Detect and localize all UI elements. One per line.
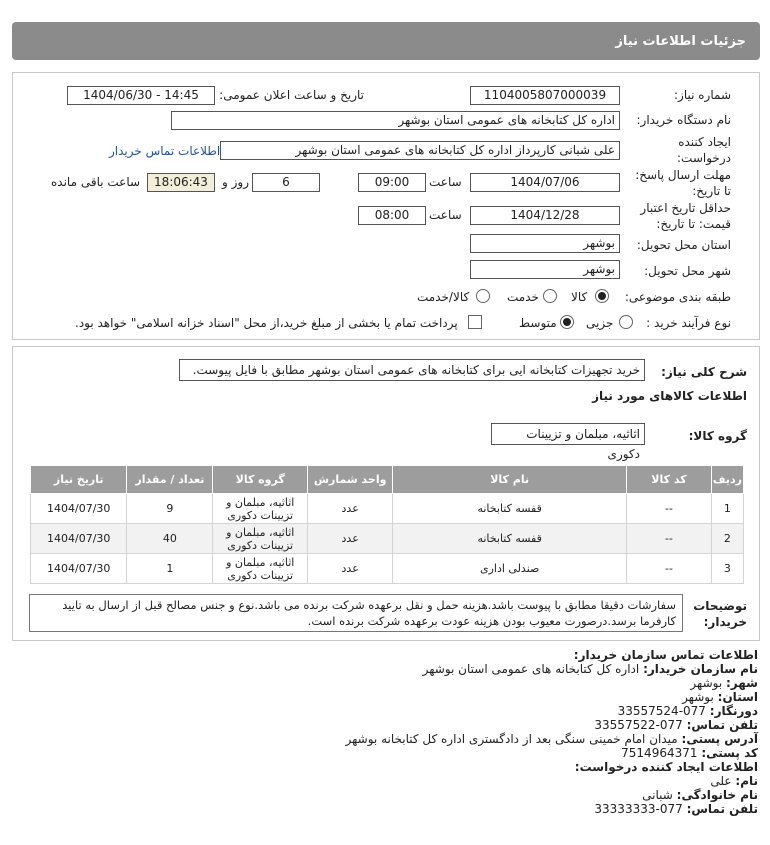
goods-group-label: گروه کالا: — [688, 429, 747, 443]
days-remaining-field: 6 — [252, 173, 320, 192]
validity-label-2: قیمت: تا تاریخ: — [656, 217, 731, 231]
summary-field: خرید تجهیزات کتابخانه ایی برای کتابخانه های عمومی استان بوشهر مطابق با فایل پیوست. — [179, 359, 645, 381]
cell-qty: 1 — [127, 554, 213, 584]
need-number-label: شماره نیاز: — [674, 88, 731, 102]
buyer-notes: سفارشات دقیقا مطابق با پیوست باشد.هزینه حمل و نقل برعهده شرکت برنده می باشد.نوع و جنس مصالح قبل از ارسال به تایید کارفرما برسد.درصورت معیوب بودن هزینه عودت برعهده شرکت برنده است. — [29, 594, 683, 632]
table-header-row — [31, 466, 744, 494]
contact-postal: 7514964371 — [621, 746, 698, 760]
payment-note: پرداخت تمام یا بخشی از مبلغ خرید،از محل "اسناد خزانه اسلامی" خواهد بود. — [75, 316, 458, 330]
deadline-label-2: تا تاریخ: — [692, 184, 731, 198]
creator-phone: 077-33333333 — [594, 802, 683, 816]
cell-name: قفسه کتابخانه — [393, 524, 627, 554]
col-code: کد کالا — [627, 466, 712, 494]
notes-label-2: خریدار: — [703, 615, 747, 629]
creator-field: علی شبانی کارپرداز اداره کل کتابخانه های عمومی استان بوشهر — [220, 141, 620, 160]
creator-last-name-label: نام خانوادگی: — [676, 788, 758, 802]
validity-hour-label: ساعت — [429, 208, 462, 222]
contact-title: اطلاعات تماس سازمان خریدار: — [573, 648, 758, 662]
category-option-service: خدمت — [507, 290, 539, 304]
city-label: شهر محل تحویل: — [644, 264, 731, 278]
category-radio-service[interactable] — [543, 289, 557, 303]
cell-group: اثاثیه، مبلمان و تزیینات دکوری — [213, 494, 308, 524]
validity-time-field: 08:00 — [358, 206, 426, 225]
contact-org-label: نام سازمان خریدار: — [643, 662, 758, 676]
category-option-goods-service: کالا/خدمت — [417, 290, 470, 304]
cell-unit: عدد — [308, 494, 393, 524]
contact-org: اداره کل کتابخانه های عمومی استان بوشهر — [422, 662, 640, 676]
cell-code: -- — [627, 494, 712, 524]
contact-phone-label: تلفن تماس: — [686, 718, 758, 732]
category-label: طبقه بندی موضوعی: — [624, 290, 731, 304]
contact-city-label: شهر: — [726, 676, 758, 690]
cell-row: 3 — [711, 554, 743, 584]
creator-last-name: شبانی — [642, 788, 673, 802]
deadline-time-field: 09:00 — [358, 173, 426, 192]
deadline-label-1: مهلت ارسال پاسخ: — [635, 168, 731, 182]
cell-row: 2 — [711, 524, 743, 554]
col-name: نام کالا — [393, 466, 627, 494]
deadline-date-field: 1404/07/06 — [470, 173, 620, 192]
creator-first-name: علی — [710, 774, 732, 788]
cell-unit: عدد — [308, 554, 393, 584]
cell-name: صندلی اداری — [393, 554, 627, 584]
goods-table — [30, 465, 744, 584]
cell-row: 1 — [711, 494, 743, 524]
page-header — [12, 22, 760, 60]
creator-first-name-label: نام: — [735, 774, 758, 788]
purchase-radio-minor[interactable] — [619, 315, 633, 329]
treasury-checkbox[interactable] — [468, 315, 482, 329]
creator-label-2: درخواست: — [677, 151, 731, 165]
announce-field: 1404/06/30 - 14:45 — [67, 86, 215, 105]
page-title: جزئیات اطلاعات نیاز — [615, 34, 746, 49]
cell-qty: 40 — [127, 524, 213, 554]
purchase-option-medium: متوسط — [519, 316, 557, 330]
remaining-time-field: 18:06:43 — [147, 173, 215, 192]
table-row — [31, 554, 744, 584]
cell-group: اثاثیه، مبلمان و تزیینات دکوری — [213, 554, 308, 584]
cell-date: 1404/07/30 — [31, 524, 127, 554]
creator-label-1: ایجاد کننده — [678, 135, 731, 149]
province-field: بوشهر — [470, 234, 620, 253]
col-date: تاریخ نیاز — [31, 466, 127, 494]
table-row — [31, 494, 744, 524]
creator-info-title: اطلاعات ایجاد کننده درخواست: — [574, 760, 758, 774]
deadline-hour-label: ساعت — [429, 175, 462, 189]
goods-panel — [12, 346, 760, 641]
buyer-contact-link[interactable]: اطلاعات تماس خریدار — [109, 144, 221, 158]
contact-postal-label: کد پستی: — [701, 746, 758, 760]
category-radio-goods-service[interactable] — [476, 289, 490, 303]
validity-label-1: حداقل تاریخ اعتبار — [640, 201, 731, 215]
cell-date: 1404/07/30 — [31, 494, 127, 524]
remaining-label: ساعت باقی مانده — [51, 175, 141, 189]
cell-qty: 9 — [127, 494, 213, 524]
need-info-panel — [12, 72, 760, 340]
cell-code: -- — [627, 554, 712, 584]
category-radio-goods[interactable] — [595, 289, 609, 303]
contact-province-label: استان: — [717, 690, 758, 704]
city-field: بوشهر — [470, 260, 620, 279]
cell-code: -- — [627, 524, 712, 554]
goods-group-field: اثاثیه، مبلمان و تزیینات دکوری — [491, 423, 645, 445]
contact-fax-label: دورنگار: — [709, 704, 758, 718]
day-and-label: روز و — [222, 175, 249, 189]
goods-info-title: اطلاعات کالاهای مورد نیاز — [592, 389, 747, 403]
buyer-org-label: نام دستگاه خریدار: — [636, 113, 731, 127]
creator-phone-label: تلفن تماس: — [686, 802, 758, 816]
contact-address: میدان امام خمینی سنگی بعد از دادگستری اداره کل کتابخانه بوشهر — [345, 732, 678, 746]
need-number-field: 1104005807000039 — [470, 86, 620, 105]
category-option-goods: کالا — [571, 290, 588, 304]
cell-group: اثاثیه، مبلمان و تزیینات دکوری — [213, 524, 308, 554]
col-unit: واحد شمارش — [308, 466, 393, 494]
contact-address-label: آدرس پستی: — [681, 732, 758, 746]
contact-phone: 077-33557522 — [594, 718, 683, 732]
contact-fax: 077-33557524 — [617, 704, 706, 718]
announce-label: تاریخ و ساعت اعلان عمومی: — [219, 88, 364, 102]
contact-city: بوشهر — [690, 676, 723, 690]
cell-date: 1404/07/30 — [31, 554, 127, 584]
purchase-radio-medium[interactable] — [560, 315, 574, 329]
table-row — [31, 524, 744, 554]
col-row: ردیف — [711, 466, 743, 494]
purchase-option-minor: جزیی — [586, 316, 614, 330]
summary-label: شرح کلی نیاز: — [661, 365, 747, 379]
buyer-org-field: اداره کل کتابخانه های عمومی استان بوشهر — [171, 111, 620, 130]
col-group: گروه کالا — [213, 466, 308, 494]
notes-label-1: توضیحات — [693, 599, 747, 613]
cell-name: قفسه کتابخانه — [393, 494, 627, 524]
contact-province: بوشهر — [682, 690, 714, 704]
province-label: استان محل تحویل: — [636, 238, 731, 252]
cell-unit: عدد — [308, 524, 393, 554]
col-qty: تعداد / مقدار — [127, 466, 213, 494]
validity-date-field: 1404/12/28 — [470, 206, 620, 225]
purchase-type-label: نوع فرآیند خرید : — [646, 316, 731, 330]
